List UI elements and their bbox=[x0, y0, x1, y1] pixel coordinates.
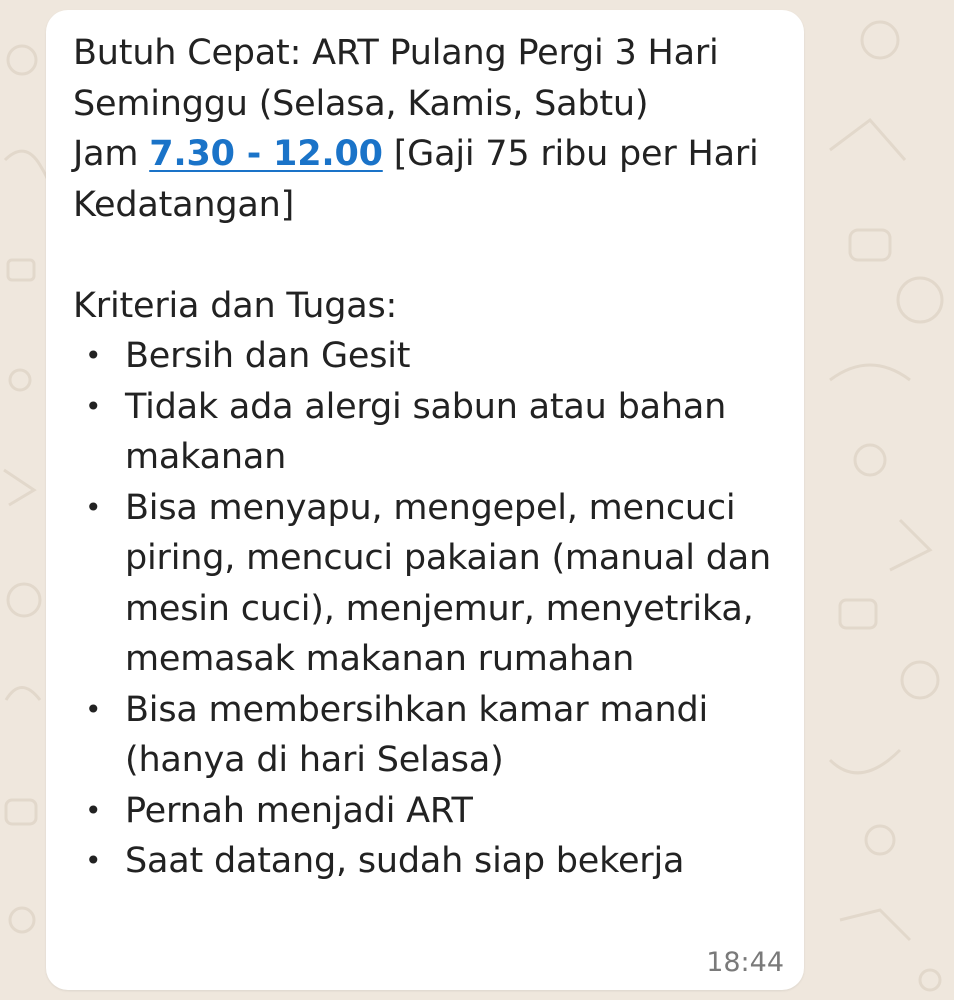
criteria-item-text: Bisa membersihkan kamar mandi (hanya di hari Selasa) bbox=[125, 689, 708, 780]
criteria-item-text: Tidak ada alergi sabun atau bahan makanan bbox=[125, 386, 727, 477]
criteria-item bbox=[73, 483, 793, 685]
criteria-list bbox=[73, 331, 793, 887]
bullet-icon: • bbox=[85, 339, 102, 372]
message-text bbox=[73, 28, 793, 887]
message-timestamp: 18:44 bbox=[706, 947, 784, 978]
criteria-item-text: Bisa menyapu, mengepel, mencuci piring, mencuci pakaian (manual dan mesin cuci), menjemur, menyetrika, memasak makanan rumahan bbox=[125, 487, 771, 679]
bullet-icon: • bbox=[85, 692, 102, 726]
salary-info: [Gaji 75 ribu per Hari Kedatangan] bbox=[73, 134, 759, 225]
blank-line bbox=[73, 230, 793, 281]
message-title: Butuh Cepat: ART Pulang Pergi 3 Hari Seminggu (Selasa, Kamis, Sabtu) bbox=[73, 33, 719, 124]
message-schedule bbox=[73, 129, 793, 230]
time-range-link[interactable]: 7.30 - 12.00 bbox=[149, 134, 383, 174]
criteria-item-text: Bersih dan Gesit bbox=[125, 336, 411, 376]
criteria-item bbox=[73, 331, 793, 382]
bullet-icon: • bbox=[85, 490, 102, 524]
criteria-item-text: Saat datang, sudah siap bekerja bbox=[125, 841, 685, 881]
criteria-item bbox=[73, 382, 793, 483]
criteria-item bbox=[73, 836, 793, 887]
bullet-icon: • bbox=[85, 844, 102, 877]
criteria-item-text: Pernah menjadi ART bbox=[125, 790, 473, 831]
criteria-heading: Kriteria dan Tugas: bbox=[73, 285, 398, 326]
bullet-icon: • bbox=[85, 389, 102, 423]
schedule-prefix: Jam bbox=[73, 134, 150, 174]
criteria-item bbox=[73, 685, 793, 786]
bullet-icon: • bbox=[85, 793, 102, 827]
criteria-item bbox=[73, 786, 793, 837]
